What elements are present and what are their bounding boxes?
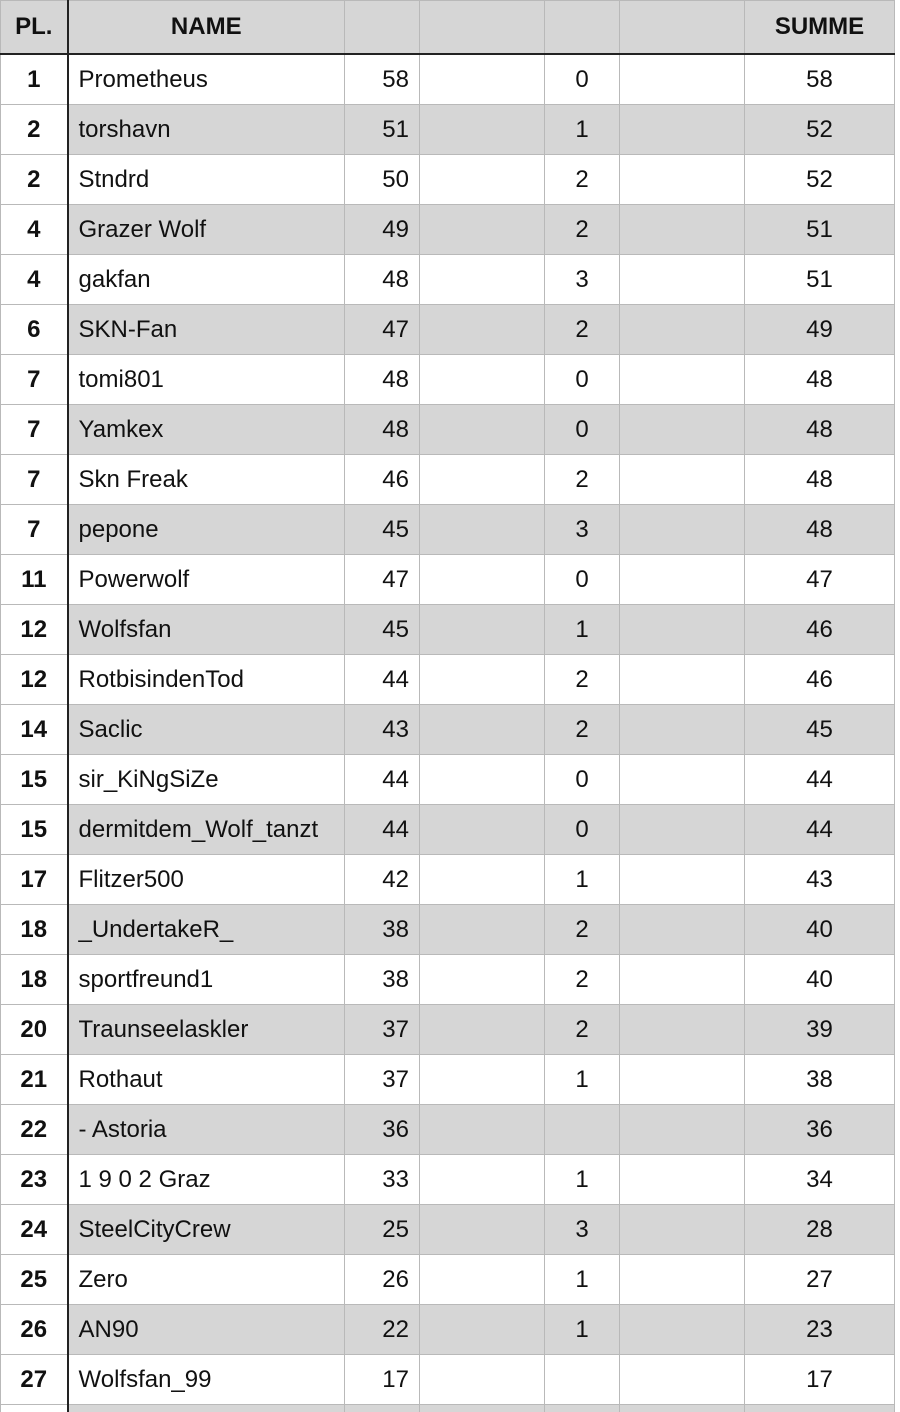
- sum-cell: 17: [745, 1355, 895, 1405]
- bonus-cell: 1: [545, 105, 620, 155]
- bonus-cell: 2: [545, 1005, 620, 1055]
- bonus-cell: [545, 1105, 620, 1155]
- empty-cell: [620, 255, 745, 305]
- sum-cell: 27: [745, 1255, 895, 1305]
- sum-cell: 43: [745, 855, 895, 905]
- rank-cell: 21: [1, 1055, 68, 1105]
- bonus-cell: 0: [545, 405, 620, 455]
- empty-cell: [620, 1055, 745, 1105]
- player-name-cell: tomi801: [68, 355, 345, 405]
- table-row: [1, 305, 895, 355]
- empty-cell: [620, 455, 745, 505]
- bonus-cell: 0: [545, 755, 620, 805]
- sum-cell: 48: [745, 355, 895, 405]
- sum-cell: 46: [745, 605, 895, 655]
- empty-cell: [620, 155, 745, 205]
- bonus-cell: 1: [545, 605, 620, 655]
- empty-cell: [620, 755, 745, 805]
- points-cell: 47: [345, 555, 420, 605]
- bonus-cell: 2: [545, 155, 620, 205]
- sum-cell: [745, 1405, 895, 1412]
- bonus-cell: 3: [545, 1205, 620, 1255]
- player-name-cell: - Astoria: [68, 1105, 345, 1155]
- empty-cell: [620, 1355, 745, 1405]
- points-cell: 38: [345, 905, 420, 955]
- table-row: [1, 605, 895, 655]
- header-row: [1, 1, 895, 55]
- bonus-cell: 3: [545, 255, 620, 305]
- empty-cell: [620, 955, 745, 1005]
- table-header: [1, 1, 895, 55]
- bonus-cell: 2: [545, 705, 620, 755]
- rank-cell: 7: [1, 355, 68, 405]
- empty-cell: [420, 1205, 545, 1255]
- empty-cell: [620, 855, 745, 905]
- sum-cell: 40: [745, 905, 895, 955]
- rank-cell: 7: [1, 405, 68, 455]
- table-row: [1, 655, 895, 705]
- points-cell: 58: [345, 54, 420, 105]
- sum-cell: 44: [745, 755, 895, 805]
- points-cell: 25: [345, 1205, 420, 1255]
- points-cell: 45: [345, 605, 420, 655]
- player-name-cell: torshavn: [68, 105, 345, 155]
- sum-cell: 45: [745, 705, 895, 755]
- sum-cell: 23: [745, 1305, 895, 1355]
- sum-cell: 28: [745, 1205, 895, 1255]
- empty-cell: [420, 805, 545, 855]
- player-name-cell: Rothaut: [68, 1055, 345, 1105]
- points-cell: [345, 1405, 420, 1412]
- points-cell: 38: [345, 955, 420, 1005]
- sum-cell: 51: [745, 205, 895, 255]
- rank-cell: 18: [1, 905, 68, 955]
- bonus-cell: 0: [545, 805, 620, 855]
- bonus-cell: 3: [545, 505, 620, 555]
- points-cell: 22: [345, 1305, 420, 1355]
- sum-cell: 49: [745, 305, 895, 355]
- empty-cell: [420, 255, 545, 305]
- empty-cell: [420, 1005, 545, 1055]
- sum-cell: 58: [745, 54, 895, 105]
- empty-cell: [620, 205, 745, 255]
- bonus-cell: 0: [545, 54, 620, 105]
- empty-cell: [620, 305, 745, 355]
- player-name-cell: Skn Freak: [68, 455, 345, 505]
- header-col6: [620, 1, 745, 55]
- bonus-cell: 2: [545, 655, 620, 705]
- bonus-cell: [545, 1355, 620, 1405]
- table-row: [1, 155, 895, 205]
- rank-cell: 12: [1, 605, 68, 655]
- bonus-cell: 2: [545, 955, 620, 1005]
- player-name-cell: sir_KiNgSiZe: [68, 755, 345, 805]
- player-name-cell: Prometheus: [68, 54, 345, 105]
- player-name-cell: _UndertakeR_: [68, 905, 345, 955]
- sum-cell: 36: [745, 1105, 895, 1155]
- empty-cell: [620, 105, 745, 155]
- player-name-cell: Yamkex: [68, 405, 345, 455]
- player-name-cell: 1 9 0 2 Graz: [68, 1155, 345, 1205]
- rank-cell: 25: [1, 1255, 68, 1305]
- rank-cell: 18: [1, 955, 68, 1005]
- empty-cell: [620, 355, 745, 405]
- header-pl: PL.: [1, 1, 68, 55]
- empty-cell: [420, 155, 545, 205]
- empty-cell: [620, 705, 745, 755]
- points-cell: 48: [345, 355, 420, 405]
- empty-cell: [420, 655, 545, 705]
- points-cell: 44: [345, 655, 420, 705]
- bonus-cell: 0: [545, 355, 620, 405]
- bonus-cell: 1: [545, 1155, 620, 1205]
- points-cell: 44: [345, 755, 420, 805]
- empty-cell: [620, 555, 745, 605]
- bonus-cell: 2: [545, 905, 620, 955]
- points-cell: 33: [345, 1155, 420, 1205]
- table-row: [1, 1155, 895, 1205]
- table-row: [1, 905, 895, 955]
- empty-cell: [420, 1355, 545, 1405]
- table-row: [1, 54, 895, 105]
- empty-cell: [420, 855, 545, 905]
- empty-cell: [420, 905, 545, 955]
- rank-cell: 7: [1, 505, 68, 555]
- empty-cell: [420, 205, 545, 255]
- header-col4: [420, 1, 545, 55]
- sum-cell: 52: [745, 105, 895, 155]
- table-row: [1, 855, 895, 905]
- empty-cell: [420, 355, 545, 405]
- table-row: [1, 805, 895, 855]
- rank-cell: 6: [1, 305, 68, 355]
- rank-cell: 27: [1, 1355, 68, 1405]
- sum-cell: 52: [745, 155, 895, 205]
- empty-cell: [420, 1155, 545, 1205]
- table-row: [1, 505, 895, 555]
- table-row: [1, 1005, 895, 1055]
- table-row: [1, 955, 895, 1005]
- empty-cell: [620, 1205, 745, 1255]
- table-body: [1, 54, 895, 1412]
- empty-cell: [420, 105, 545, 155]
- points-cell: 42: [345, 855, 420, 905]
- points-cell: 48: [345, 405, 420, 455]
- points-cell: 43: [345, 705, 420, 755]
- bonus-cell: 2: [545, 455, 620, 505]
- rank-cell: 23: [1, 1155, 68, 1205]
- table-row: [1, 1405, 895, 1412]
- rank-cell: 14: [1, 705, 68, 755]
- rank-cell: 15: [1, 755, 68, 805]
- table-row: [1, 105, 895, 155]
- header-col3: [345, 1, 420, 55]
- player-name-cell: Stndrd: [68, 155, 345, 205]
- bonus-cell: 1: [545, 1305, 620, 1355]
- empty-cell: [420, 1305, 545, 1355]
- player-name-cell: pepone: [68, 505, 345, 555]
- points-cell: 48: [345, 255, 420, 305]
- points-cell: 45: [345, 505, 420, 555]
- empty-cell: [420, 1255, 545, 1305]
- sum-cell: 51: [745, 255, 895, 305]
- table-row: [1, 1355, 895, 1405]
- header-name: NAME: [68, 1, 345, 55]
- points-cell: 47: [345, 305, 420, 355]
- player-name-cell: Powerwolf: [68, 555, 345, 605]
- player-name-cell: SKN-Fan: [68, 305, 345, 355]
- points-cell: 17: [345, 1355, 420, 1405]
- sum-cell: 48: [745, 455, 895, 505]
- points-cell: 37: [345, 1005, 420, 1055]
- empty-cell: [420, 54, 545, 105]
- player-name-cell: Traunseelaskler: [68, 1005, 345, 1055]
- bonus-cell: 1: [545, 1255, 620, 1305]
- table-row: [1, 455, 895, 505]
- empty-cell: [620, 505, 745, 555]
- empty-cell: [420, 605, 545, 655]
- rank-cell: 17: [1, 855, 68, 905]
- player-name-cell: Saclic: [68, 705, 345, 755]
- points-cell: 50: [345, 155, 420, 205]
- rank-cell: 2: [1, 105, 68, 155]
- empty-cell: [420, 955, 545, 1005]
- table-row: [1, 355, 895, 405]
- points-cell: 46: [345, 455, 420, 505]
- player-name-cell: Wolfsfan: [68, 605, 345, 655]
- empty-cell: [420, 555, 545, 605]
- rank-cell: 26: [1, 1305, 68, 1355]
- table-row: [1, 255, 895, 305]
- player-name-cell: Zero: [68, 1255, 345, 1305]
- table-row: [1, 1105, 895, 1155]
- bonus-cell: 1: [545, 1055, 620, 1105]
- sum-cell: 39: [745, 1005, 895, 1055]
- table-row: [1, 755, 895, 805]
- points-cell: 36: [345, 1105, 420, 1155]
- points-cell: 37: [345, 1055, 420, 1105]
- table-row: [1, 555, 895, 605]
- empty-cell: [620, 1255, 745, 1305]
- rank-cell: 7: [1, 455, 68, 505]
- sum-cell: 48: [745, 505, 895, 555]
- empty-cell: [420, 405, 545, 455]
- sum-cell: 44: [745, 805, 895, 855]
- empty-cell: [420, 1055, 545, 1105]
- sum-cell: 38: [745, 1055, 895, 1105]
- player-name-cell: SteelCityCrew: [68, 1205, 345, 1255]
- empty-cell: [420, 305, 545, 355]
- rank-cell: 1: [1, 54, 68, 105]
- bonus-cell: 0: [545, 555, 620, 605]
- empty-cell: [420, 755, 545, 805]
- empty-cell: [620, 1105, 745, 1155]
- player-name-cell: AN90: [68, 1305, 345, 1355]
- rank-cell: 2: [1, 155, 68, 205]
- header-summe: SUMME: [745, 1, 895, 55]
- rank-cell: 4: [1, 205, 68, 255]
- table-row: [1, 1055, 895, 1105]
- points-cell: 44: [345, 805, 420, 855]
- player-name-cell: RotbisindenTod: [68, 655, 345, 705]
- sum-cell: 48: [745, 405, 895, 455]
- rank-cell: [1, 1405, 68, 1412]
- empty-cell: [620, 605, 745, 655]
- empty-cell: [620, 405, 745, 455]
- points-cell: 26: [345, 1255, 420, 1305]
- rank-cell: 12: [1, 655, 68, 705]
- bonus-cell: 2: [545, 205, 620, 255]
- sum-cell: 40: [745, 955, 895, 1005]
- sum-cell: 47: [745, 555, 895, 605]
- player-name-cell: Flitzer500: [68, 855, 345, 905]
- empty-cell: [620, 905, 745, 955]
- bonus-cell: 1: [545, 855, 620, 905]
- sum-cell: 46: [745, 655, 895, 705]
- player-name-cell: gakfan: [68, 255, 345, 305]
- empty-cell: [420, 505, 545, 555]
- points-cell: 49: [345, 205, 420, 255]
- rank-cell: 11: [1, 555, 68, 605]
- player-name-cell: Wolfsfan_99: [68, 1355, 345, 1405]
- empty-cell: [420, 455, 545, 505]
- empty-cell: [620, 1405, 745, 1412]
- empty-cell: [620, 1155, 745, 1205]
- empty-cell: [620, 1305, 745, 1355]
- points-cell: 51: [345, 105, 420, 155]
- player-name-cell: Grazer Wolf: [68, 205, 345, 255]
- table-row: [1, 705, 895, 755]
- rank-cell: 4: [1, 255, 68, 305]
- bonus-cell: 2: [545, 305, 620, 355]
- player-name-cell: [68, 1405, 345, 1412]
- rank-cell: 24: [1, 1205, 68, 1255]
- rank-cell: 15: [1, 805, 68, 855]
- player-name-cell: dermitdem_Wolf_tanzt: [68, 805, 345, 855]
- empty-cell: [420, 1405, 545, 1412]
- rank-cell: 22: [1, 1105, 68, 1155]
- header-col5: [545, 1, 620, 55]
- table-row: [1, 1255, 895, 1305]
- rank-cell: 20: [1, 1005, 68, 1055]
- table-row: [1, 1205, 895, 1255]
- empty-cell: [620, 54, 745, 105]
- sum-cell: 34: [745, 1155, 895, 1205]
- empty-cell: [620, 805, 745, 855]
- empty-cell: [420, 1105, 545, 1155]
- empty-cell: [620, 1005, 745, 1055]
- table-row: [1, 205, 895, 255]
- bonus-cell: [545, 1405, 620, 1412]
- empty-cell: [420, 705, 545, 755]
- table-row: [1, 1305, 895, 1355]
- player-name-cell: sportfreund1: [68, 955, 345, 1005]
- table-row: [1, 405, 895, 455]
- empty-cell: [620, 655, 745, 705]
